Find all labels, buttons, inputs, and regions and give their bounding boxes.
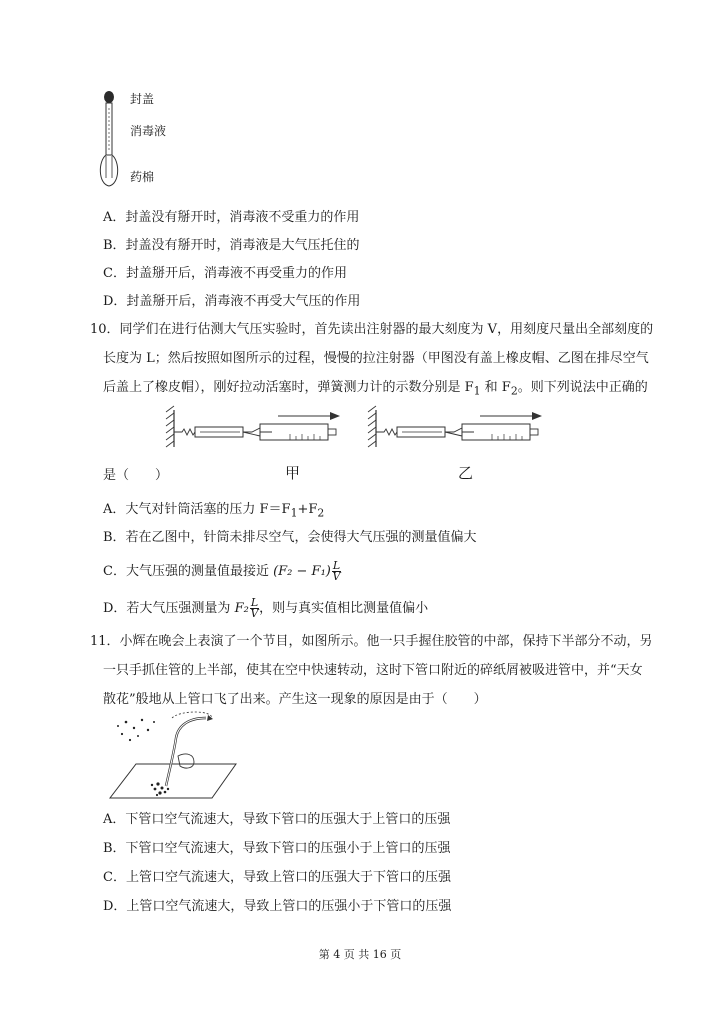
q10-option-c xyxy=(103,560,341,582)
q10-option-c-expr: (F₂ − F₁) xyxy=(273,564,331,579)
wall-yi xyxy=(368,406,376,447)
q10-option-a-sub2: 2 xyxy=(317,506,325,520)
tube-figure xyxy=(108,712,240,800)
q10-line2: 长度为 L；然后按照如图所示的过程，慢慢的拉注射器（甲图没有盖上橡皮帽、乙图在排尽空气 xyxy=(103,351,649,366)
swab-cotton xyxy=(100,155,117,186)
syringe-figure-jia xyxy=(160,402,350,452)
q10-option-d-post: ，则与真实值相比测量值偏小 xyxy=(259,601,429,616)
q10-option-a-pre: A．大气对针筒活塞的压力 F＝F xyxy=(103,502,291,517)
q10-line1 xyxy=(90,318,653,337)
q10-number: 10． xyxy=(90,322,120,337)
syringe-figure-yi xyxy=(362,402,552,452)
fraction-denominator: V xyxy=(250,607,259,620)
q10-option-d-expr: F₂ xyxy=(234,601,249,616)
fraction-denominator: V xyxy=(332,570,341,583)
q9-option-c: C．封盖掰开后，消毒液不再受重力的作用 xyxy=(103,266,347,281)
wall-jia xyxy=(166,406,174,447)
swab-cap xyxy=(104,91,114,103)
q11-option-c: C．上管口空气流速大，导致上管口的压强大于下管口的压强 xyxy=(103,870,451,885)
rotating-tube xyxy=(166,718,206,786)
swab-figure xyxy=(95,86,135,196)
q11-option-b: B．下管口空气流速大，导致下管口的压强小于上管口的压强 xyxy=(103,841,451,856)
q10-option-c-pre: C．大气压强的测量值最接近 xyxy=(103,564,269,579)
q10-line4: 是（ ） xyxy=(103,468,169,483)
q10-line3-mid: 和 F xyxy=(480,380,511,395)
q10-line1-text: 同学们在进行估测大气压实验时，首先读出注射器的最大刻度为 V，用刻度尺量出全部刻度的 xyxy=(119,322,654,337)
q10-line3-pre: 后盖上了橡皮帽），刚好拉动活塞时，弹簧测力计的示数分别是 F xyxy=(103,380,474,395)
q11-line1 xyxy=(90,630,653,649)
q10-option-c-fraction xyxy=(332,561,341,582)
q9-option-d: D．封盖掰开后，消毒液不再受大气压的作用 xyxy=(103,294,361,309)
q9-option-b: B．封盖没有掰开时，消毒液是大气压托住的 xyxy=(103,238,360,253)
cotton-label: 药棉 xyxy=(130,170,155,184)
fraction-numerator: L xyxy=(332,559,341,572)
q10-option-a-sub1: 1 xyxy=(290,506,298,520)
q10-option-d-fraction xyxy=(250,598,259,619)
q11-number: 11． xyxy=(90,634,120,649)
q11-line1-text: 小辉在晚会上表演了一个节目，如图所示。他一只手握住胶管的中部，保持下半部分不动，另 xyxy=(119,634,653,649)
q10-sub2: 2 xyxy=(510,384,518,398)
q11-line2: 一只手抓住管的上半部，使其在空中快速转动，这时下管口附近的碎纸屑被吸进管中，并“天女 xyxy=(103,663,643,678)
fig-label-yi: 乙 xyxy=(458,464,474,482)
liquid-label: 消毒液 xyxy=(130,124,167,138)
cap-label: 封盖 xyxy=(130,92,155,106)
q10-line3-post: 。则下列说法中正确的 xyxy=(517,380,648,395)
q11-option-a: A．下管口空气流速大，导致下管口的压强大于上管口的压强 xyxy=(103,812,451,827)
hand-icon xyxy=(178,754,194,768)
q10-option-a-plus: +F xyxy=(297,502,318,517)
q11-option-d: D．上管口空气流速大，导致上管口的压强小于下管口的压强 xyxy=(103,899,452,914)
q10-line3 xyxy=(103,376,648,398)
paper-scraps-flying xyxy=(117,719,155,741)
q10-option-d-pre: D．若大气压强测量为 xyxy=(103,601,231,616)
fraction-numerator: L xyxy=(250,596,259,609)
table-surface xyxy=(110,764,236,798)
q10-sub1: 1 xyxy=(473,384,481,398)
q11-line3: 散花”般地从上管口飞了出来。产生这一现象的原因是由于（ ） xyxy=(103,692,487,707)
q9-option-a: A．封盖没有掰开时，消毒液不受重力的作用 xyxy=(103,210,360,225)
q10-option-a xyxy=(103,498,324,520)
q10-option-d xyxy=(103,597,428,619)
q10-option-b: B．若在乙图中，针筒未排尽空气，会使得大气压强的测量值偏大 xyxy=(103,530,477,545)
fig-label-jia: 甲 xyxy=(285,464,301,482)
page-footer: 第 4 页 共 16 页 xyxy=(318,948,402,961)
